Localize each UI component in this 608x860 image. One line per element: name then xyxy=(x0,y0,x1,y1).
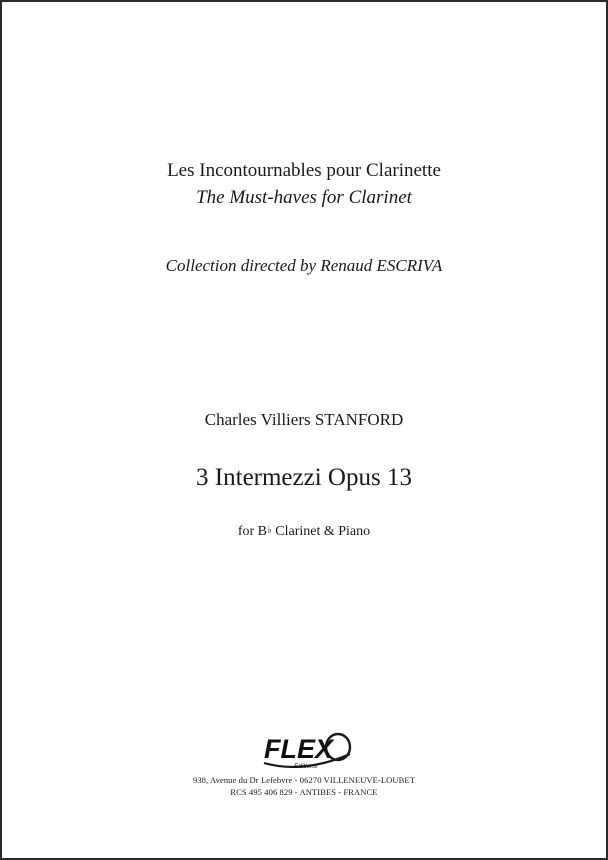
flat-sign: ♭ xyxy=(267,525,272,536)
publisher-logo xyxy=(258,730,356,770)
publisher-address: 938, Avenue du Dr Lefebvre - 06270 VILLENEUVE-LOUBET xyxy=(192,775,416,785)
instrumentation-prefix: for B xyxy=(237,524,268,539)
flex-logo-graphic xyxy=(258,730,356,770)
collection-director-line: Collection directed by Renaud ESCRIVA xyxy=(165,256,443,275)
work-title: 3 Intermezzi Opus 13 xyxy=(196,464,412,491)
logo-subtext: Editions xyxy=(294,763,318,770)
composer-name: Charles Villiers STANFORD xyxy=(204,410,404,429)
instrumentation xyxy=(2,524,606,540)
publisher-registration: RCS 495 406 829 - ANTIBES - FRANCE xyxy=(230,787,378,797)
instrumentation-suffix: Clarinet & Piano xyxy=(271,524,371,539)
series-title-french: Les Incontournables pour Clarinette xyxy=(167,160,441,181)
logo-wordmark: FLEX xyxy=(264,734,334,764)
series-title-english: The Must-haves for Clarinet xyxy=(196,187,412,208)
